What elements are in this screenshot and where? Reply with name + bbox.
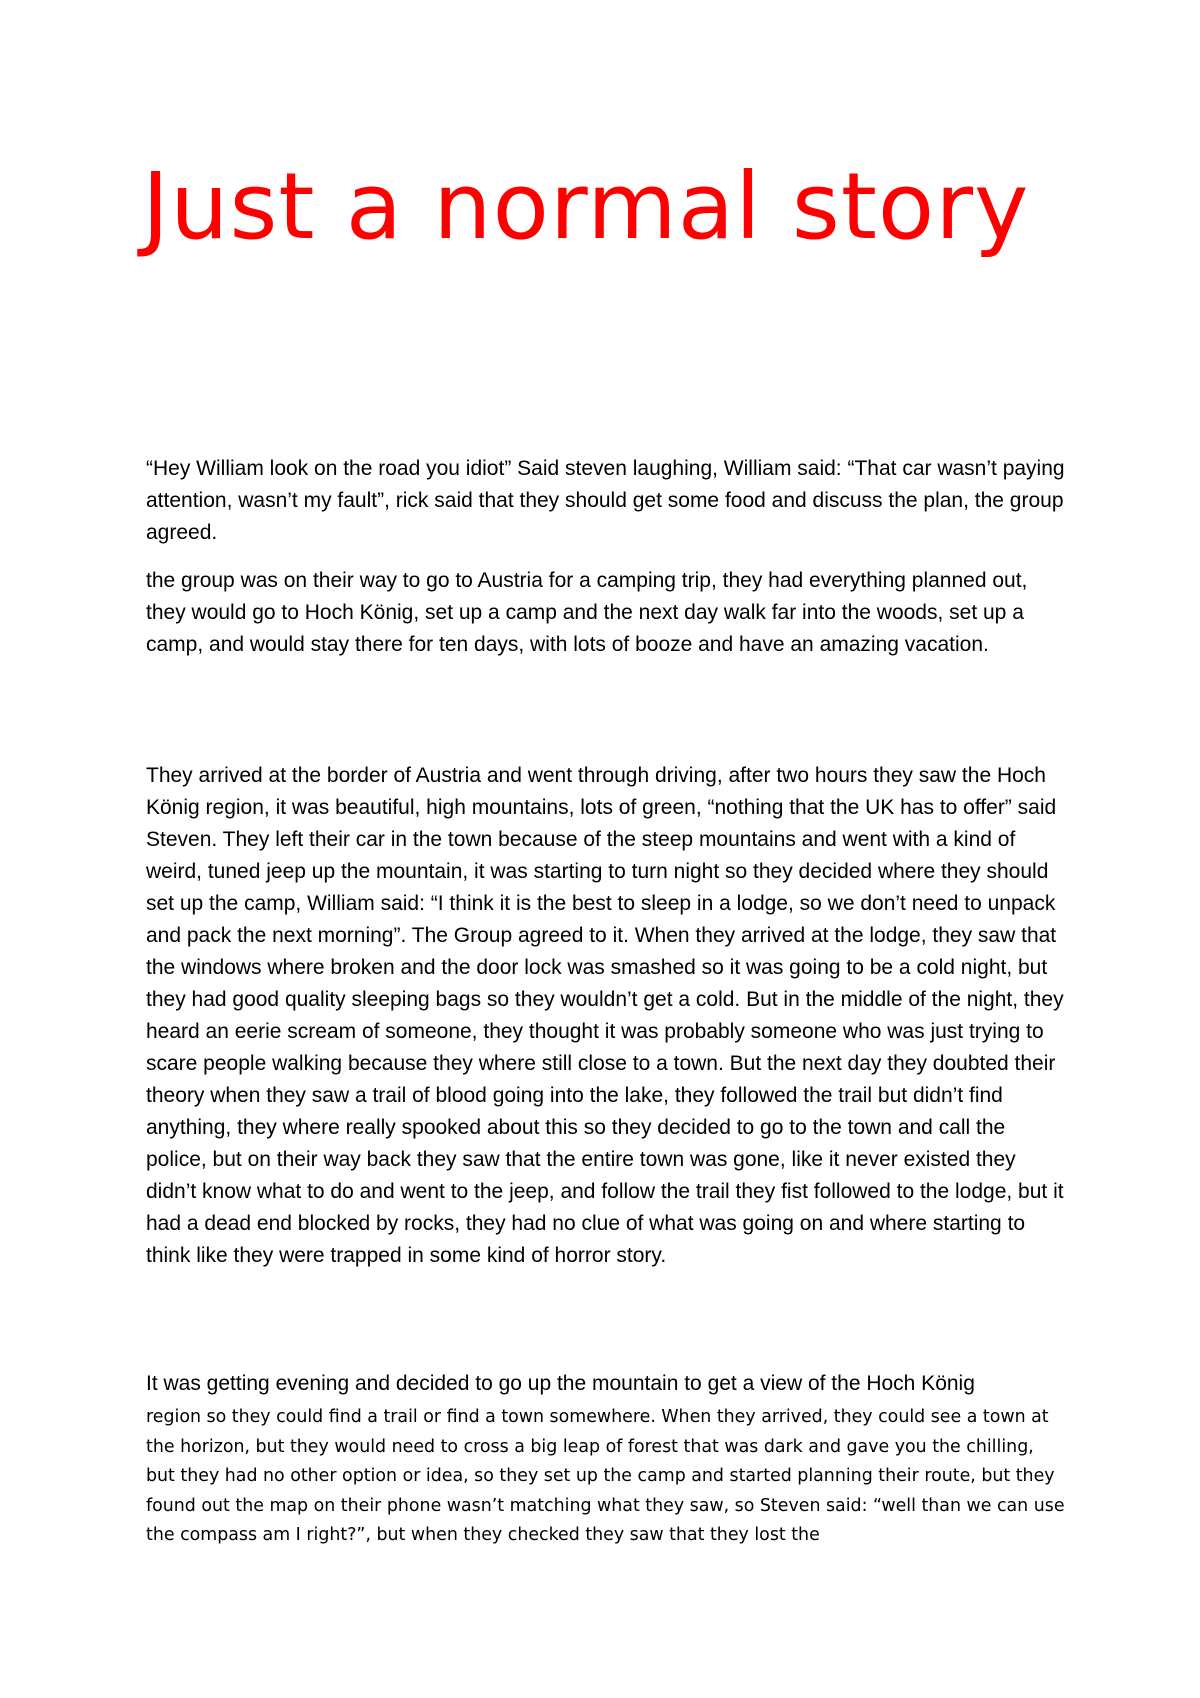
paragraph-4-continuation: region so they could find a trail or find a town somewhere. When they arrived, they could see a town at the horizon, but they would need to cross a big leap of forest that was dark and gave you the chilling, but they had no other option or idea, so they set up the camp and started planning their route, but they found out the map on their phone wasn’t matching what they saw, so Steven said: “well than we can use the compass am I right?”, but when they checked they saw that they lost the [146, 1407, 1065, 1545]
paragraph-2: the group was on their way to go to Austria for a camping trip, they had everything planned out, they would go to Hoch König, set up a camp and the next day walk far into the woods, set up a camp, and would stay there for ten days, with lots of booze and have an amazing vacation. [146, 569, 1028, 656]
story-title: Just a normal story [142, 153, 1030, 260]
paragraph-3: They arrived at the border of Austria and went through driving, after two hours they saw the Hoch König region, it was beautiful, high mountains, lots of green, “nothing that the UK has to offer” said Steven. They left their car in the town because of the steep mountains and went with a kind of weird, tuned jeep up the mountain, it was starting to turn night so they decided where they should set up the camp, William said: “I think it is the best to sleep in a lodge, so we don’t need to unpack and pack the next morning”. The Group agreed to it. When they arrived at the lodge, they saw that the windows where broken and the door lock was smashed so it was going to be a cold night, but they had good quality sleeping bags so they wouldn’t get a cold. But in the middle of the night, they heard an eerie scream of someone, they thought it was probably someone who was just trying to scare people walking because they where still close to a town. But the next day they doubted their theory when they saw a trail of blood going into the lake, they followed the trail but didn’t find anything, they where really spooked about this so they decided to go to the town and call the police, but on their way back they saw that the entire town was gone, like it never existed they didn’t know what to do and went to the jeep, and follow the trail they fist followed to the lodge, but it had a dead end blocked by rocks, they had no clue of what was going on and where starting to think like they were trapped in some kind of horror story. [146, 764, 1064, 1267]
paragraph-1: “Hey William look on the road you idiot” Said steven laughing, William said: “That car wasn’t paying attention, wasn’t my fault”, rick said that they should get some food and discuss the plan, the group agreed. [146, 457, 1065, 544]
paragraph-4-first-line: It was getting evening and decided to go up the mountain to get a view of the Hoch König [146, 1372, 975, 1395]
